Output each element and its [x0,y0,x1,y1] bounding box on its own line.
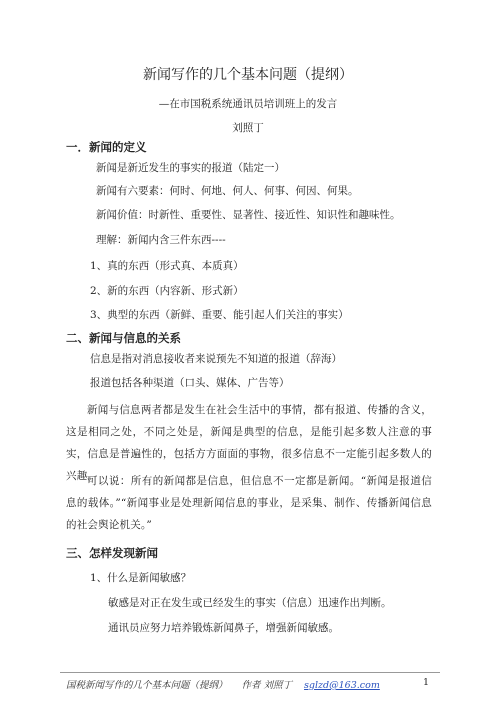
footer-author: 作者 刘照丁 [241,680,293,691]
list-item-true: 1、真的东西（形式真、本质真） [90,260,244,272]
channels-line: 报道包括各种渠道（口头、媒体、广告等） [90,377,290,389]
list-item-new: 2、新的东西（内容新、形式新） [90,285,244,297]
footer-doc-name: 国税新闻写作的几个基本问题（提纲） [66,680,228,691]
page-number: 1 [423,677,430,688]
information-definition-line: 信息是指对消息接收者来说预先不知道的报道（辞海） [90,353,342,365]
author-name: 刘照丁 [232,122,264,134]
sensitivity-definition-line: 敏感是对正在发生或已经发生的事实（信息）迅速作出判断。 [108,597,392,609]
page-footer [66,677,380,691]
page-title: 新闻写作的几个基本问题（提纲） [143,67,353,83]
understanding-line: 理解：新闻内含三件东西---- [96,234,226,246]
footer-email-link[interactable]: sglzd@163.com [304,680,380,691]
footer-rule [60,672,440,673]
conclusion-paragraph: 可以说：所有的新闻都是信息，但信息不一定都是新闻。“新闻是报道信息的载体。”“新闻事业是处理新闻信息的事业，是采集、制作、传播新闻信息的社会舆论机关。” [66,475,432,531]
news-value-line: 新闻价值：时新性、重要性、显著性、接近性、知识性和趣味性。 [96,209,401,221]
page-subtitle: —在市国税系统通讯员培训班上的发言 [158,98,338,110]
section-heading-definition: 一．新闻的定义 [66,140,147,154]
six-elements-line: 新闻有六要素：何时、何地、何人、何事、何因、何果。 [96,185,359,197]
training-advice-line: 通讯员应努力培养锻炼新闻鼻子，增强新闻敏感。 [108,622,339,634]
section-heading-relationship: 二、新闻与信息的关系 [66,331,181,345]
section-heading-discover: 三、怎样发现新闻 [66,546,158,560]
definition-line: 新闻是新近发生的事实的报道（陆定一） [96,162,285,174]
list-item-typical: 3、典型的东西（新鲜、重要、能引起人们关注的事实） [90,309,349,321]
list-item-sensitivity: 1、什么是新闻敏感？ [90,572,192,584]
comparison-paragraph: 新闻与信息两者都是发生在社会生活中的事情，都有报道、传播的含义，这是相同之处，不同之处是，新闻是典型的信息，是能引起多数人注意的事实，信息是普遍性的，包括方方面面的事物，很多信息不一定能引起多数人的兴趣。 [66,404,432,482]
